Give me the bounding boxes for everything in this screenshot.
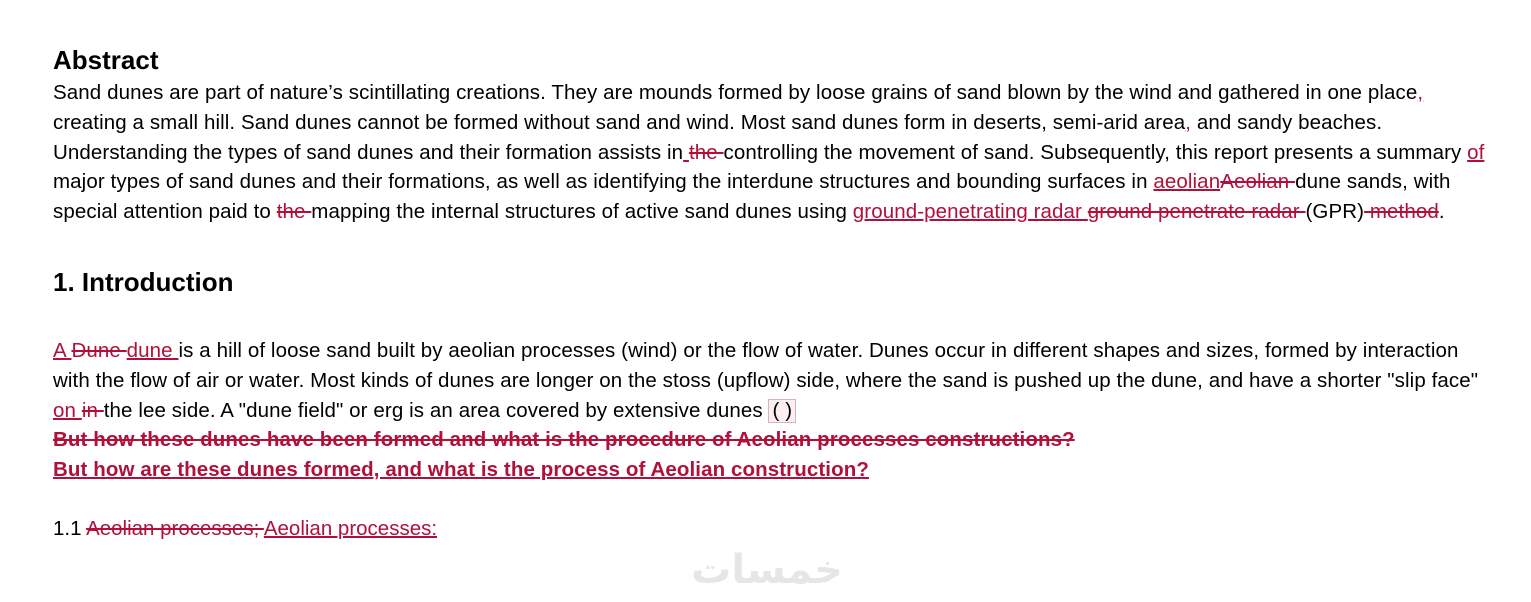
deleted-text[interactable]: in xyxy=(81,398,104,422)
deleted-text[interactable]: method xyxy=(1364,200,1439,224)
inserted-text[interactable]: , xyxy=(1185,110,1192,134)
text-cursor-placeholder[interactable]: ( ) xyxy=(768,399,796,423)
inserted-text[interactable]: dune xyxy=(126,338,179,362)
abstract-text: creating a small hill. Sand dunes cannot be formed without sand and wind. Most sand dunes form in deserts, semi-arid area xyxy=(53,110,1186,134)
subsection-number: 1.1 xyxy=(53,516,87,540)
inserted-text[interactable]: Aeolian processes: xyxy=(263,516,438,540)
inserted-text[interactable]: aeolian xyxy=(1153,170,1221,194)
document-page xyxy=(53,44,1493,544)
abstract-heading: Abstract xyxy=(53,45,159,75)
deleted-text[interactable]: the xyxy=(688,140,724,164)
inserted-question[interactable]: But how are these dunes formed, and what is the process of Aeolian construction? xyxy=(53,458,869,482)
inserted-text[interactable]: , xyxy=(1417,81,1424,104)
introduction-text: is a hill of loose sand built by aeolian processes (wind) or the flow of water. Dunes occur in different shapes and sizes, formed by interaction with the flow of air or water. Most kinds of dunes are longer on the stoss (upflow) side, where the sand is pushed up the dune, and have a shorter "slip face" xyxy=(53,338,1479,392)
abstract-text: controlling the movement of sand. Subsequently, this report presents a summary xyxy=(723,140,1468,164)
deleted-text[interactable]: ground penetrate radar xyxy=(1087,200,1306,224)
abstract-text: (GPR) xyxy=(1305,200,1365,224)
introduction-heading: 1. Introduction xyxy=(53,266,234,297)
inserted-text[interactable]: ground-penetrating radar xyxy=(852,200,1088,224)
abstract-paragraph[interactable] xyxy=(53,78,1493,227)
abstract-text: Sand dunes are part of nature’s scintillating creations. They are mounds formed by loose grains of sand blown by the wind and gathered in one place xyxy=(53,81,1418,104)
deleted-text[interactable]: the xyxy=(276,200,312,224)
deleted-text[interactable]: Aeolian processes; xyxy=(86,516,264,540)
abstract-text: dune sands, with special attention paid to xyxy=(53,170,1451,224)
inserted-text[interactable]: of xyxy=(1467,140,1485,164)
deleted-question[interactable]: But how these dunes have been formed and what is the procedure of Aeolian processes constructions? xyxy=(53,428,1075,452)
inserted-text[interactable]: on xyxy=(53,398,82,422)
abstract-text: major types of sand dunes and their formations, as well as identifying the interdune structures and bounding surfaces in xyxy=(53,170,1154,194)
introduction-text: the lee side. A "dune field" or erg is an area covered by extensive dunes xyxy=(103,398,769,422)
deleted-text[interactable]: Dune xyxy=(71,338,127,362)
subsection-heading xyxy=(53,514,1493,544)
abstract-text: . xyxy=(1438,200,1445,224)
inserted-text[interactable]: A xyxy=(53,338,72,362)
abstract-text: mapping the internal structures of active sand dunes using xyxy=(311,200,853,224)
deleted-text[interactable]: Aeolian xyxy=(1220,170,1296,194)
watermark-logo: خمسات xyxy=(691,547,843,593)
introduction-paragraph[interactable] xyxy=(53,336,1493,485)
abstract-text: and sandy beaches. Understanding the types of sand dunes and their formation assists in xyxy=(53,110,1383,164)
